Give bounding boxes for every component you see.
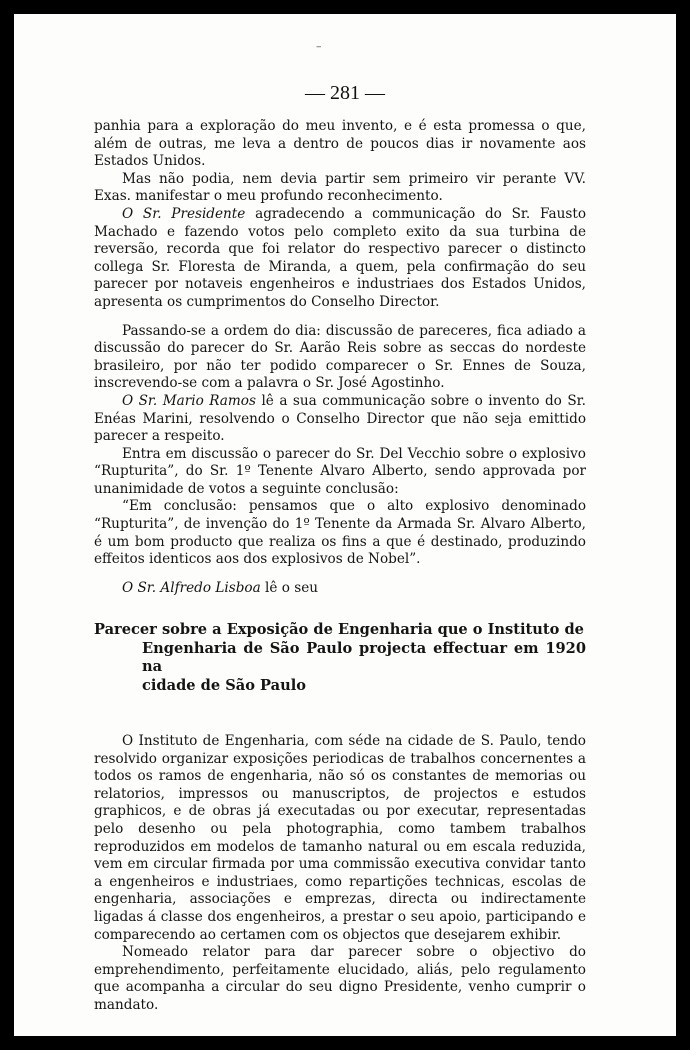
paragraph: panhia para a exploração do meu invento, e é esta promessa o que, além de outras, me leva a dentro de poucos dias ir novamente aos Estados Unidos. (94, 118, 586, 170)
paragraph-text: lê a sua communicação sobre o invento do Sr. Enéas Marini, resolvendo o Conselho Director que não seja emittido parecer a respeito. (94, 392, 586, 445)
paragraph: Passando-se a ordem do dia: discussão de pareceres, fica adiado a discussão do parecer do Sr. Aarão Reis sobre as seccas do nordeste brasileiro, por não ter podido comparecer o Sr. Ennes de Souza, inscrevendo-se com a palavra o Sr. José Agostinho. (94, 322, 586, 392)
document-page (14, 14, 676, 1036)
speaker-name: O Sr. Presidente (122, 205, 246, 222)
paragraphs-before-heading (94, 118, 586, 597)
speaker-name: O Sr. Mario Ramos (122, 392, 256, 409)
section-heading (94, 621, 586, 695)
paragraph: “Em conclusão: pensamos que o alto explosivo denominado “Rupturita”, de invenção do 1º Tenente da Armada Sr. Alvaro Alberto, é um bom producto que realiza os fins a que é destinado, produzindo effeitos identicos aos dos explosivos de Nobel”. (94, 498, 586, 568)
paragraph: Entra em discussão o parecer do Sr. Del Vecchio sobre o explosivo “Rupturita”, do Sr. 1º Tenente Alvaro Alberto, sendo approvada por unanimidade de votos a seguinte conclusão: (94, 445, 586, 497)
paragraph: O Instituto de Engenharia, com séde na cidade de S. Paulo, tendo resolvido organizar exposições periodicas de trabalhos concernentes a todos os ramos de engenharia, não só os constantes de memorias ou relatorios, impressos ou manuscriptos, de projectos e estudos graphicos, e de obras já executadas ou por executar, representadas pelo desenho ou pela photographia, como tambem trabalhos reproduzidos em modelos de tamanho natural ou em escala reduzida, vem em circular firmada por uma commissão executiva convidar tanto a engenheiros e industriaes, como repartições technicas, escolas de engenharia, associações e emprezas, directa ou indirectamente ligadas á classe dos engenheiros, a prestar o seu apoio, participando e comparecendo ao certamen com os objectos que desejarem exhibir. (94, 733, 586, 943)
page-number: — 281 — (305, 82, 385, 104)
paragraph-text: lê o seu (260, 579, 319, 596)
heading-line-1: Parecer sobre a Exposição de Engenharia que o Instituto de (94, 621, 584, 639)
heading-line-2: Engenharia de São Paulo projecta effectuar em 1920 na (142, 639, 586, 676)
paragraph (94, 580, 586, 598)
speaker-name: O Sr. Alfredo Lisboa (122, 579, 261, 596)
paragraphs-after-heading (94, 733, 586, 1015)
paragraph (94, 393, 586, 446)
paragraph (94, 206, 586, 312)
paragraph-text: agradecendo a communicação do Sr. Fausto Machado e fazendo votos pelo completo exito da sua turbina de reversão, recorda que foi relator do respectivo parecer o distincto collega Sr. Floresta de Miranda, a quem, pela confirmação do seu parecer por notaveis engenheiros e industriaes dos Estados Unidos, apresenta os cumprimentos do Conselho Director. (94, 205, 586, 310)
paragraph: Mas não podia, nem devia partir sem primeiro vir perante VV. Exas. manifestar o meu profundo reconhecimento. (94, 170, 586, 205)
page-body (94, 118, 586, 1015)
heading-line-3: cidade de São Paulo (142, 676, 306, 694)
print-speck: – (316, 40, 322, 53)
paragraph: Nomeado relator para dar parecer sobre o objectivo do emprehendimento, perfeitamente elucidado, aliás, pelo regulamento que acompanha a circular do seu digno Presidente, venho cumprir o mandato. (94, 944, 586, 1013)
